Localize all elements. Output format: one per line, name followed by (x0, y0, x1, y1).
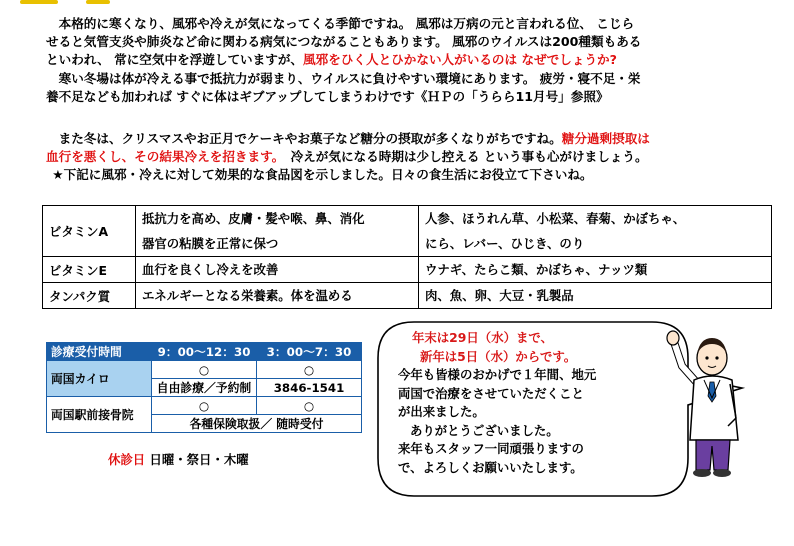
bonesetter-note: 各種保険取扱／ 随時受付 (152, 415, 362, 433)
notice-line-5: が出来ました。 (398, 404, 485, 419)
sugar-line-2: 血行を悪くし、その結果冷えを招きます。 冷えが気になる時期は少し控える という事も心がけましょう。 (46, 149, 648, 165)
notice-line-7: 来年もスタッフ一同頑張りますの (398, 441, 584, 456)
intro-line-3: といわれ、 常に空気中を浮遊していますが、風邪をひく人とひかない人がいるのは なぜでしょうか? (46, 52, 617, 68)
chiro-note: 自由診療／予約制 (152, 379, 257, 397)
notice-line-8: で、よろしくお願いいたします。 (398, 459, 583, 475)
intro-line-5: 養不足なども加われば すぐに体はギブアップしてしまうわけです《ＨＰの「うらら11月号」参照》 (46, 88, 609, 104)
hours-header-am: 9：00〜12：30 (152, 343, 257, 361)
intro-line-1: 本格的に寒くなり、風邪や冷えが気になってくる季節ですね。 風邪は万病の元と言われる位、 こじら (58, 16, 635, 31)
notice-line-3: 今年も皆様のおかげで１年間、地元 (398, 367, 597, 382)
sugar-line-3: ★下記に風邪・冷えに対して効果的な食品図を示しました。日々の食生活にお役立て下さいね。 (52, 167, 593, 183)
chiro-pm-mark: ○ (257, 361, 362, 379)
hours-header-label: 診療受付時間 (47, 343, 152, 361)
intro-question: 風邪をひく人とひかない人がいるのは なぜでしょうか? (303, 52, 617, 68)
effect-cell: 血行を良くし冷えを改善 (136, 257, 419, 283)
foods-cell: ウナギ、たらこ類、かぼちゃ、ナッツ類 (419, 257, 772, 283)
nutrient-cell: ビタミンA (43, 206, 136, 257)
notice-line-1: 年末は29日（水）まで、 (412, 330, 553, 345)
effect-cell: 抵抗力を高め、皮膚・髪や喉、鼻、消化 器官の粘膜を正常に保つ (136, 206, 419, 257)
bonesetter-pm-mark: ○ (257, 397, 362, 415)
closed-days-value: 日曜・祭日・木曜 (149, 452, 249, 467)
sugar-warning-2: 血行を悪くし、その結果冷えを招きます。 (46, 149, 285, 165)
foods-cell: 肉、魚、卵、大豆・乳製品 (419, 283, 772, 309)
closed-label: 休診日 (108, 452, 146, 467)
nutrient-cell: タンパク質 (43, 283, 136, 309)
notice-text (398, 329, 682, 477)
chiro-am-mark: ○ (152, 361, 257, 379)
intro-line-4: 寒い冬場は体が冷える事で抵抗力が弱まり、ウイルスに負けやすい環境にあります。 疲労・寝不足・栄 (58, 70, 641, 86)
foods-cell: 人参、ほうれん草、小松菜、春菊、かぼちゃ、 にら、レバー、ひじき、のり (419, 206, 772, 257)
sugar-line-1: また冬は、クリスマスやお正月でケーキやお菓子など糖分の摂取が多くなりがちですね。糖分過剰摂取は (58, 131, 650, 146)
clinic-name-bonesetter: 両国駅前接骨院 (47, 397, 152, 433)
bonesetter-am-mark: ○ (152, 397, 257, 415)
hours-header-pm: 3：00〜7：30 (257, 343, 362, 361)
intro-line-2: せると気管支炎や肺炎など命に関わる病気につながることもあります。 風邪のウイルスは200種類もある (46, 34, 642, 50)
effect-cell: エネルギーとなる栄養素。体を温める (136, 283, 419, 309)
doctor-icon (664, 322, 760, 482)
nutrient-cell: ビタミンE (43, 257, 136, 283)
sugar-warning-1: 糖分過剰摂取は (561, 131, 650, 146)
notice-line-4: 両国で治療をさせていただくこと (398, 385, 584, 401)
clinic-name-chiro: 両国カイロ (47, 361, 152, 397)
notice-line-2: 新年は5日（水）からです。 (420, 348, 577, 364)
chiro-phone: 3846-1541 (257, 379, 362, 397)
notice-line-6: ありがとうございました。 (410, 422, 559, 438)
